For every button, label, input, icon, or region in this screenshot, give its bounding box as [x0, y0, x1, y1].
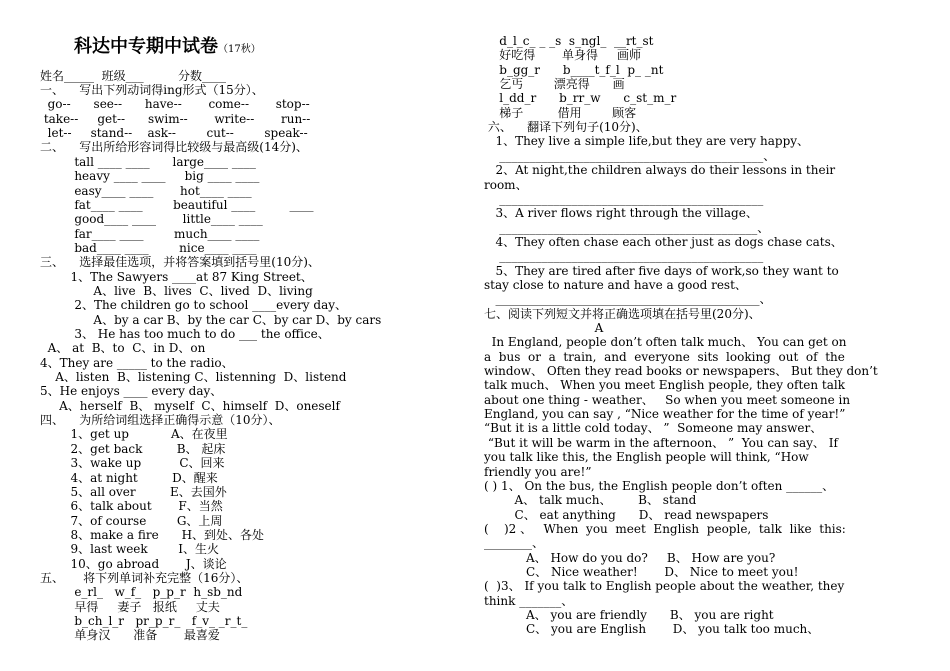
left-line: 早得 妻子 报纸 丈夫	[40, 599, 220, 614]
left-line: 四、 为所给词组选择正确得示意（10分）、	[40, 413, 281, 428]
left-line: tall ____ ____ large____ ____	[40, 154, 256, 169]
right-line: 4、They often chase each other just as dogs chase cats、	[484, 234, 843, 249]
right-line: think _______、	[484, 593, 574, 608]
left-line: A、 at B、to C、in D、on	[40, 341, 206, 356]
right-line: 六、 翻译下列句子(10分)、	[484, 120, 648, 135]
left-line: e_rl_ w_f_ p_p_r h_sb_nd	[40, 585, 243, 600]
right-line: ____________________________________________、	[484, 148, 776, 163]
right-line: 2、At night,the children always do their lessons in their	[484, 163, 836, 178]
right-line: ________、	[484, 536, 545, 551]
right-line: A	[484, 321, 604, 335]
right-line: talk much、 When you meet English people, they often talk	[484, 378, 846, 393]
right-line: ____________________________________________、	[484, 292, 772, 307]
right-line: b_gg_r b____t_f_l p_ _nt	[484, 62, 664, 77]
left-line: 9、last week I、生火	[40, 542, 219, 557]
left-line: far____ ____ much____ ____	[40, 226, 260, 241]
right-line: A、 you are friendly B、 you are right	[484, 608, 774, 622]
left-line: 8、make a fire H、到处、各处	[40, 527, 265, 542]
right-line: 5、They are tired after five days of work,so they want to	[484, 263, 839, 278]
left-line: A、listen B、listening C、listenning D、listend	[40, 370, 347, 385]
left-line: 5、all over E、去国外	[40, 484, 227, 499]
right-line: about one thing - weather、 So when you meet someone in	[484, 392, 851, 407]
left-line: 1、The Sawyers ____at 87 King Street、	[40, 269, 313, 284]
right-line: ____________________________________________	[484, 191, 764, 206]
left-line: 5、He enjoys ____ every day、	[40, 384, 223, 399]
left-line: 7、of course G、上周	[40, 513, 223, 528]
left-line: 姓名_____ 班级___ 分数____	[40, 68, 226, 83]
left-line: 2、get back B、 起床	[40, 441, 226, 456]
left-line: 单身汉 准备 最喜爱	[40, 628, 220, 643]
right-line: “But it is a little cold today、 ” Someone may answer、	[484, 421, 823, 436]
left-line: take-- get-- swim-- write-- run--	[40, 111, 311, 126]
right-line: stay close to nature and have a good rest、	[484, 277, 747, 292]
left-line: 二、 写出所给形容词得比较级与最高级(14分)、	[40, 140, 308, 155]
right-line: C、 Nice weather! D、 Nice to meet you!	[484, 564, 799, 579]
left-line: go-- see-- have-- come-- stop--	[40, 97, 310, 112]
left-line: 6、talk about F、当然	[40, 499, 223, 514]
left-line: 1、get up A、在夜里	[40, 427, 228, 442]
right-line: window、 Often they read books or newspapers、 But they don’t	[484, 364, 878, 379]
right-line: 1、They live a simple life,but they are very happy、	[484, 134, 810, 149]
left-line: A、by a car B、by the car C、by car D、by cars	[40, 312, 382, 327]
left-line: A、herself B、 myself C、himself D、oneself	[40, 398, 340, 413]
exam-title	[74, 36, 261, 61]
right-line: friendly you are!”	[484, 464, 592, 479]
right-line: ___________________________________________、	[484, 220, 770, 235]
left-line: 10、go abroad J、谈论	[40, 556, 227, 571]
right-line: ( ) 1、 On the bus, the English people don’t often ______、	[484, 478, 835, 493]
right-line: ( )2 、 When you meet English people, talk like this:	[484, 521, 846, 536]
left-line: good____ ____ little____ ____	[40, 212, 263, 227]
right-line: 乞丐 漂亮得 画	[484, 77, 625, 92]
right-line: A、 How do you do? B、 How are you?	[484, 550, 776, 565]
right-line: a bus or a train, and everyone sits looking out of the	[484, 349, 845, 364]
right-line: 好吃得 单身得 画师	[484, 48, 642, 63]
left-line: 4、They are _____ to the radio、	[40, 355, 234, 370]
right-line: 七、阅读下列短文并将正确选项填在括号里(20分)、	[484, 306, 761, 321]
left-line: 3、 He has too much to do ___ the office、	[40, 327, 330, 341]
left-line: fat____ ____ beautiful ____ ____	[40, 197, 314, 212]
left-line: 一、 写出下列动词得ing形式（15分）、	[40, 83, 264, 98]
right-line: C、 eat anything D、 read newspapers	[484, 507, 769, 522]
right-line: room、	[484, 177, 528, 192]
left-line: heavy ____ ____ big ____ ____	[40, 169, 260, 184]
left-line: easy____ ____ hot____ ____	[40, 183, 252, 198]
left-line: b_ch_l_r pr_p_r_ f_v_ _r_t_	[40, 614, 248, 628]
right-line: d_l_c_ _ _s s_ngl_ __rt_st	[484, 34, 654, 48]
left-line: 五、 将下列单词补充完整（16分）、	[40, 570, 249, 585]
right-line: A、 talk much、 B、 stand	[484, 493, 697, 508]
right-line: you talk like this, the English people will think, “How	[484, 450, 809, 465]
left-line: 三、 选择最佳选项，并将答案填到括号里(10分)、	[40, 255, 320, 270]
exam-title-suffix: （17秋）	[218, 44, 261, 55]
left-line: let-- stand-- ask-- cut-- speak--	[40, 126, 308, 141]
right-line: 3、A river flows right through the village、	[484, 206, 758, 221]
right-line: l_dd_r b_rr_w c_st_m_r	[484, 91, 677, 106]
right-line: ( )3、 If you talk to English people about the weather, they	[484, 579, 845, 594]
left-line: A、live B、lives C、lived D、living	[40, 283, 313, 298]
right-line: C、 you are English D、 you talk too much、	[484, 622, 820, 637]
right-line: In England, people don’t often talk much、 You can get on	[484, 335, 847, 350]
exam-title-text: 科达中专期中试卷	[74, 36, 218, 57]
right-line: “But it will be warm in the afternoon、 ” You can say、 If	[484, 435, 838, 450]
right-line: England, you can say , “Nice weather for the time of year!”	[484, 407, 846, 422]
right-line: 梯子 借用 顾客	[484, 105, 637, 120]
left-line: bad____ ____ nice____ ____	[40, 240, 257, 255]
left-line: 3、wake up C、回来	[40, 456, 225, 471]
left-line: 4、at night D、醒来	[40, 470, 218, 485]
left-line: 2、The children go to school ____every day、	[40, 298, 348, 313]
right-line: ____________________________________________	[484, 249, 764, 264]
